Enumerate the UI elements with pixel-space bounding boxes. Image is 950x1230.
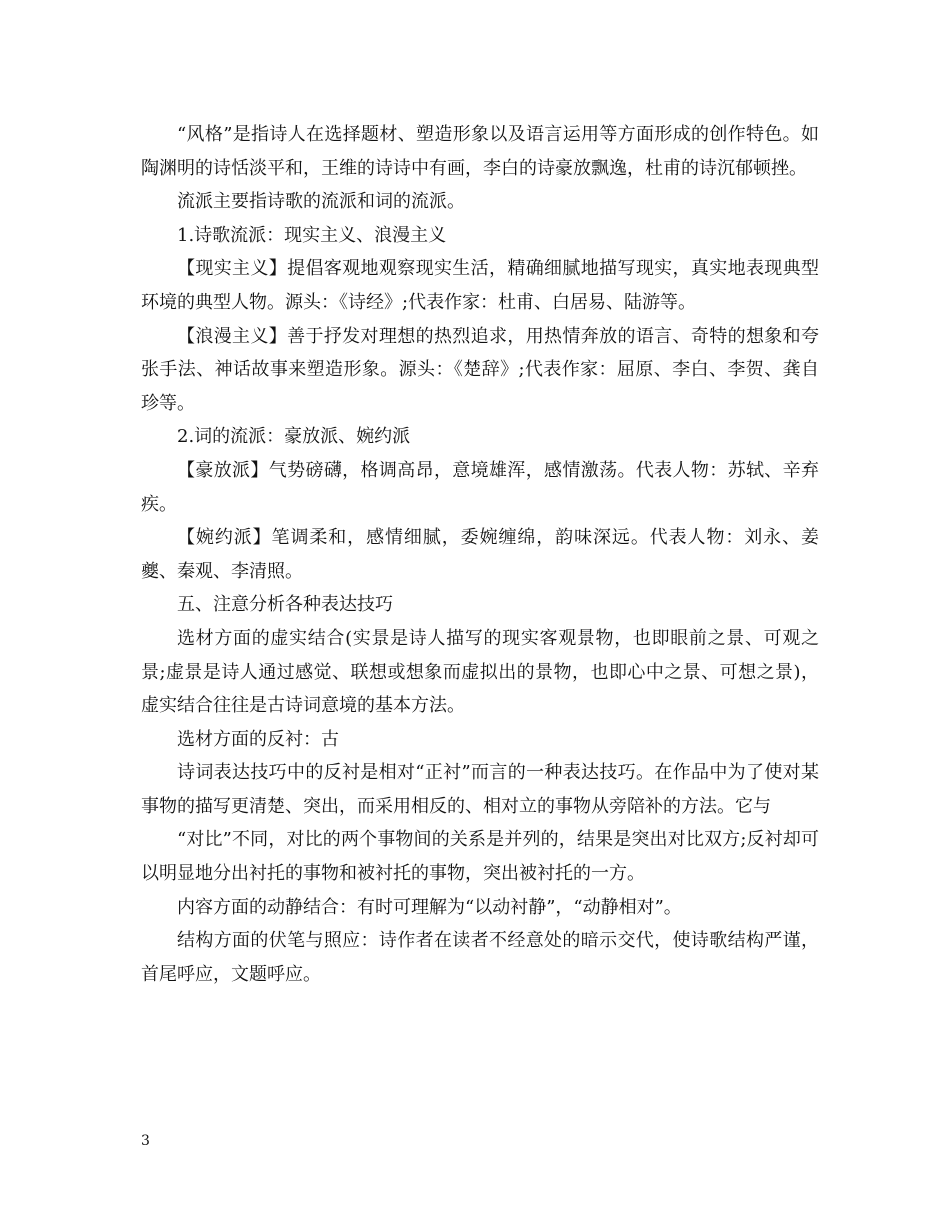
paragraph-motion-stillness: 内容方面的动静结合：有时可理解为“以动衬静”，“动静相对”。: [177, 896, 682, 918]
paragraph-contrast-definition: 诗词表达技巧中的反衬是相对“正衬”而言的一种表达技巧。在作品中为了使对某事物的描写更清楚、突出，而采用相反的、相对立的事物从旁陪补的方法。它与: [141, 762, 819, 817]
paragraph-poetry-schools-heading: 1.诗歌流派：现实主义、浪漫主义: [177, 224, 447, 246]
paragraph-foreshadowing: 结构方面的伏笔与照应：诗作者在读者不经意处的暗示交代，使诗歌结构严谨，首尾呼应，文题呼应。: [141, 930, 819, 985]
paragraph-schools-intro: 流派主要指诗歌的流派和词的流派。: [177, 191, 465, 213]
paragraph-real-virtual: 选材方面的虚实结合(实景是诗人描写的现实客观景物，也即眼前之景、可观之景;虚景是诗人通过感觉、联想或想象而虚拟出的景物，也即心中之景、可想之景)，虚实结合往往是古诗词意境的基本方法。: [141, 627, 819, 717]
paragraph-contrast-heading: 选材方面的反衬：古: [177, 728, 339, 750]
paragraph-romanticism: 【浪漫主义】善于抒发对理想的热烈追求，用热情奔放的语言、奇特的想象和夸张手法、神话故事来塑造形象。源头：《楚辞》;代表作家：屈原、李白、李贺、龚自珍等。: [141, 325, 819, 414]
paragraph-haofang-school: 【豪放派】气势磅礴，格调高昂，意境雄浑，感情激荡。代表人物：苏轼、辛弃疾。: [141, 459, 819, 515]
paragraph-realism: 【现实主义】提倡客观地观察现实生活，精确细腻地描写现实，真实地表现典型环境的典型人物。源头：《诗经》;代表作家：杜甫、白居易、陆游等。: [141, 258, 819, 313]
paragraph-contrast-vs-comparison: “对比”不同，对比的两个事物间的关系是并列的，结果是突出对比双方;反衬却可以明显地分出衬托的事物和被衬托的事物，突出被衬托的一方。: [141, 829, 819, 885]
paragraph-ci-schools-heading: 2.词的流派：豪放派、婉约派: [177, 426, 411, 448]
body-text: [141, 118, 819, 991]
paragraph-wanyue-school: 【婉约派】笔调柔和，感情细腻，委婉缠绵，韵味深远。代表人物：刘永、姜夔、秦观、李清照。: [141, 527, 819, 582]
page-number: 3: [141, 1133, 150, 1149]
paragraph-style: “风格”是指诗人在选择题材、塑造形象以及语言运用等方面形成的创作特色。如陶渊明的诗恬淡平和，王维的诗诗中有画，李白的诗豪放飘逸，杜甫的诗沉郁顿挫。: [141, 124, 819, 179]
section-heading-techniques: 五、注意分析各种表达技巧: [177, 594, 393, 616]
